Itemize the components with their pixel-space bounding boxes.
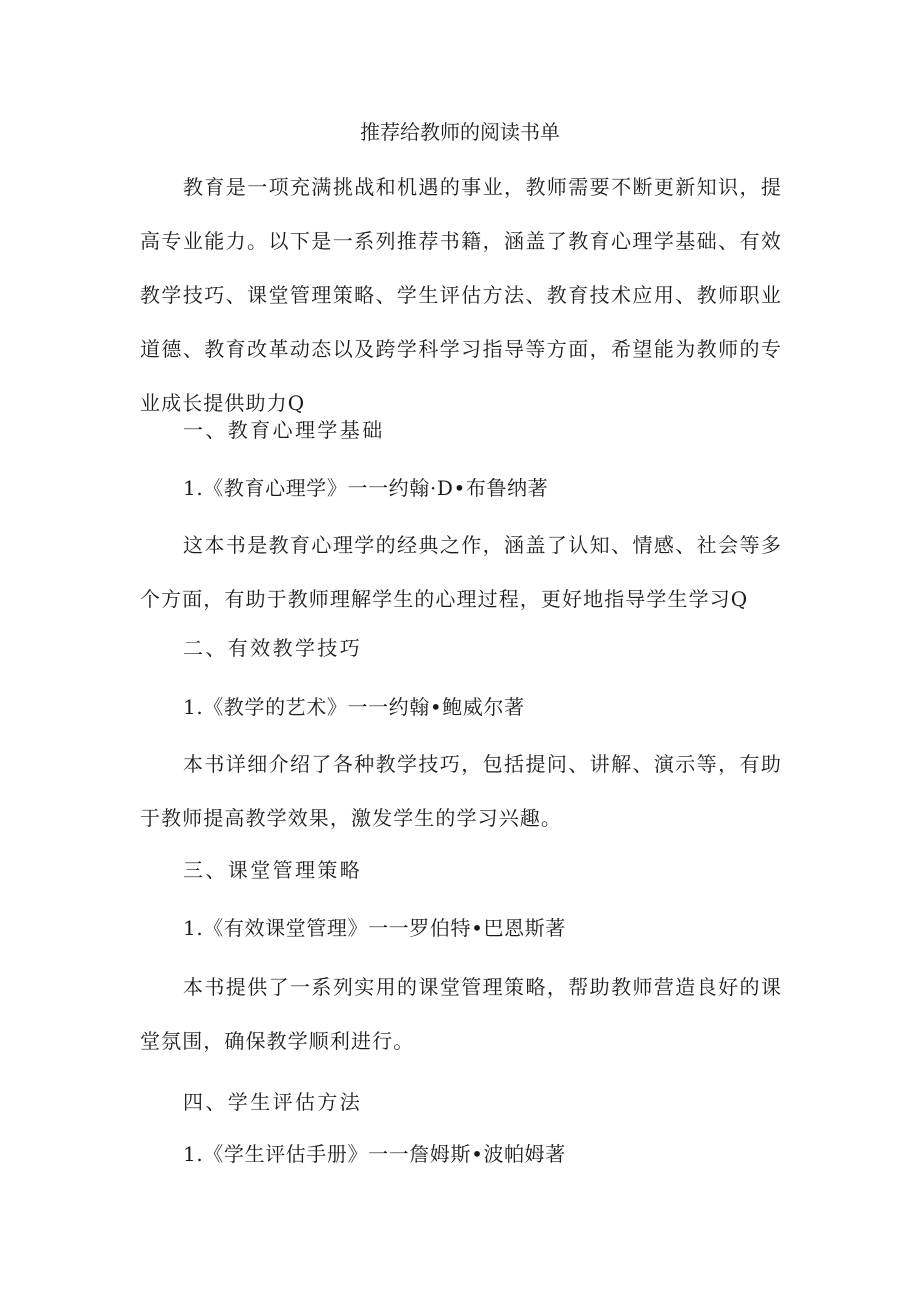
book-entry-art-of-teaching: 1.《教学的艺术》一一约翰•鲍威尔著 xyxy=(183,695,525,719)
book-entry-classroom-management: 1.《有效课堂管理》一一罗伯特•巴恩斯著 xyxy=(183,916,566,940)
book-description-educational-psychology: 这本书是教育心理学的经典之作，涵盖了认知、情感、社会等多个方面，有助于教师理解学生的心理过程，更好地指导学生学习Q xyxy=(140,533,782,611)
intro-paragraph: 教育是一项充满挑战和机遇的事业，教师需要不断更新知识，提高专业能力。以下是一系列推荐书籍，涵盖了教育心理学基础、有效教学技巧、课堂管理策略、学生评估方法、教育技术应用、教师职业道德、教育改革动态以及跨学科学习指导等方面，希望能为教师的专业成长提供助力Q xyxy=(140,175,782,415)
section-heading-classroom-management: 三、课堂管理策略 xyxy=(183,858,363,882)
section-heading-psychology: 一、教育心理学基础 xyxy=(183,418,385,442)
section-heading-student-assessment: 四、学生评估方法 xyxy=(183,1090,363,1114)
book-description-art-of-teaching: 本书详细介绍了各种教学技巧，包括提问、讲解、演示等，有助于教师提高教学效果，激发学生的学习兴趣。 xyxy=(140,752,782,830)
book-description-classroom-management: 本书提供了一系列实用的课堂管理策略，帮助教师营造良好的课堂氛围，确保教学顺利进行。 xyxy=(140,975,782,1053)
section-heading-teaching-skills: 二、有效教学技巧 xyxy=(183,636,363,660)
book-entry-educational-psychology: 1.《教育心理学》一一约翰·D•布鲁纳著 xyxy=(183,476,549,500)
book-entry-student-assessment: 1.《学生评估手册》一一詹姆斯•波帕姆著 xyxy=(183,1142,566,1166)
document-title: 推荐给教师的阅读书单 xyxy=(360,120,560,144)
